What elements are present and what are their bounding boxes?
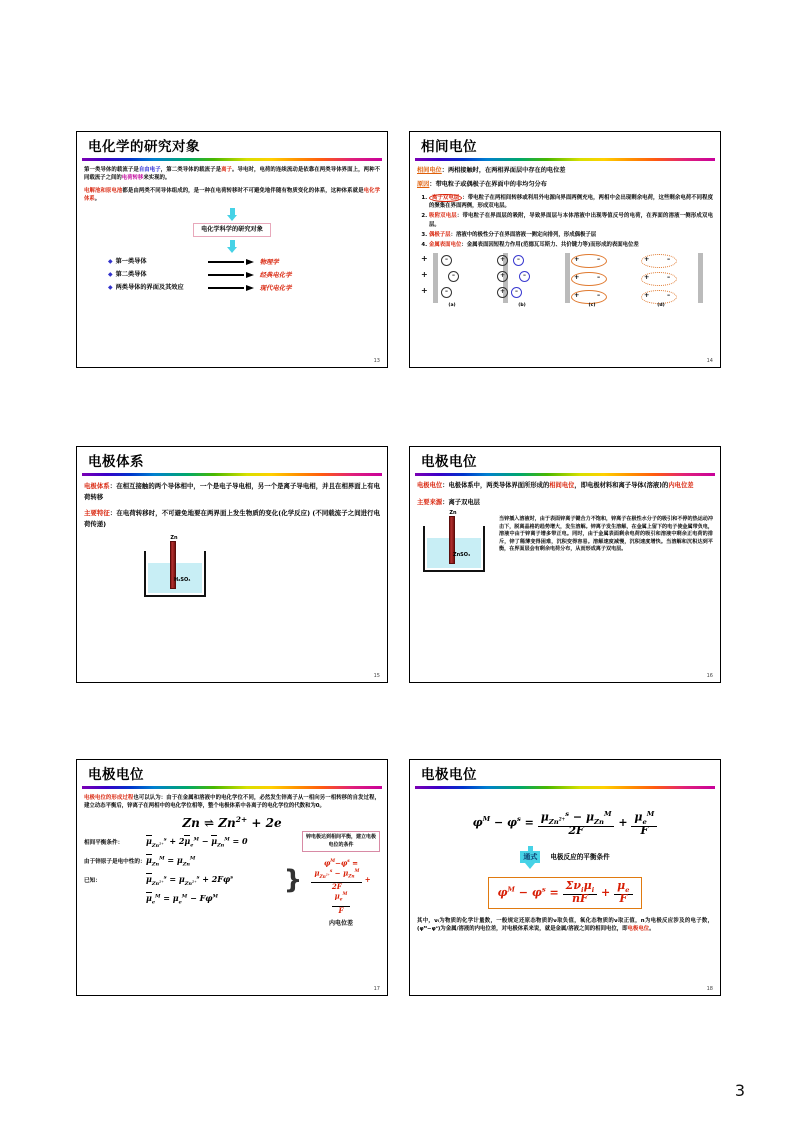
paragraph: 电解池和原电池都是由两类不同导体组成的，是一种在电荷转移时不可避免地伴随有物质变化的体系，这种体系就是电化学体系。	[84, 187, 380, 203]
definition-text-1: 电极体系中，两类导体界面所形成的	[448, 482, 550, 489]
plus-charge-icon: +	[421, 254, 428, 264]
electrode-label: Zn	[449, 510, 457, 516]
diamond-bullet-icon: ◆	[108, 258, 113, 266]
slide-number: 15	[373, 673, 380, 679]
slide-15-header	[82, 452, 382, 476]
mapping-list	[84, 258, 380, 292]
title-rule	[82, 473, 382, 476]
explanation-prefix: 其中，	[417, 917, 435, 924]
plus-charge-icon: +	[421, 270, 428, 280]
plus-charge-icon: +	[574, 273, 580, 282]
arrow-head-icon	[227, 215, 237, 221]
panel-label: (b)	[518, 302, 526, 308]
boxed-general-equation: $\varphi^M - \varphi^s$ = $\frac{\Sigma\nu_i\mu_i}{nF}$ + $\frac{\mu_e}{F}$	[488, 877, 641, 909]
explanation-text: νᵢ为物质的化学计量数，一般规定还原态物质的ν取负值，氧化态物质的ν取正值，n为电极反应涉及的电子数，(φᴹ−φˢ)为金属/溶液的内电位差，对电极体系来说，就是金属/溶液之间的相间电位，即	[417, 917, 713, 933]
metal-bar	[433, 253, 438, 303]
title-rule	[415, 786, 715, 789]
definition-label: 相间电位	[417, 167, 442, 174]
diamond-bullet-icon: ◆	[108, 270, 113, 278]
brace-icon: }	[283, 864, 303, 895]
source-label: 主要来源	[417, 498, 443, 506]
top-equation: $\varphi^M - \varphi^s$ = $\frac{\mu_{Zn^{2+}}^s - \mu_{Zn}^M}{2F}$ + $\frac{\mu_e^M}{F}$	[417, 810, 713, 836]
slide-14-body	[410, 161, 720, 315]
keyword: 电化学体系	[84, 187, 380, 203]
slide-18-body	[410, 789, 720, 934]
feature-line: 主要特征：在电荷转移时，不可避免地要在两界面上发生物质的变化(化学反应) (不同载流子之间进行电荷传递)	[84, 509, 381, 528]
explanation-keyword: 电极电位	[627, 926, 650, 933]
plus-charge-icon: +	[644, 255, 650, 264]
slide-17	[76, 759, 388, 996]
diamond-bullet-icon: ◆	[108, 283, 113, 291]
source-line: 主要来源：离子双电层	[417, 498, 480, 506]
keyword: 电荷转移	[121, 175, 144, 182]
definition-keyword-1: 相间电位	[549, 482, 575, 489]
slide-18	[409, 759, 721, 996]
definition-line: 电极体系：在相互接触的两个导体相中，一个是电子导电相，另一个是离子导电相，并且在相界面上有电荷转移	[84, 482, 381, 501]
lead-paragraph	[84, 794, 380, 811]
metal-bar	[698, 253, 703, 303]
solution-label: H₂SO₄	[174, 576, 191, 583]
slide-number: 14	[706, 358, 713, 364]
formula-row	[84, 873, 284, 888]
minus-ion-icon: –	[441, 287, 452, 298]
arrow-right-icon	[208, 272, 254, 278]
lead-text: 也可以认为：由于在金属和溶液中的电化学位不同，必然发生锌离子从一相向另一相转移的自发过程，建立动态平衡后，锌离子在两相中的电化学位相等，整个电极体系中各离子的电化学位的代数和为0。	[84, 795, 380, 810]
formula-label: 已知：	[84, 877, 101, 884]
mapping-row	[108, 258, 380, 266]
list-item: 1. 离子双电层 ：带电粒子在两相间转移或利用外电源向界面两侧充电，两相中会出现剩余电荷，这些剩余电荷不同程度的聚集在界面两侧，形成双电层。	[429, 194, 713, 210]
list-item: 2. 吸附双电层：带电粒子在界面层的吸附，导致界面层与本体溶液中出现等值反号的电荷，在界面的溶液一侧形成双电层。	[429, 212, 713, 228]
general-form-badge: 通式	[520, 851, 540, 863]
plus-charge-icon: +	[574, 255, 580, 264]
plus-charge-icon: +	[574, 291, 580, 300]
definition-keyword-2: 内电位差	[668, 482, 694, 489]
plus-charge-icon: +	[644, 273, 650, 282]
plus-ion-icon: +	[497, 287, 508, 298]
keyword: 自由电子	[138, 167, 161, 173]
list-item: 3. 偶极子层：溶液中的极性分子在界面溶液一侧定向排列，形成偶极子层	[429, 231, 713, 239]
item-name: 离子双电层	[429, 194, 462, 202]
minus-charge-icon: –	[667, 291, 671, 300]
arrow-head-icon	[525, 863, 535, 869]
slide-number: 17	[373, 986, 380, 992]
minus-ion-icon: –	[513, 255, 524, 266]
flow-arrow-bottom	[84, 240, 380, 253]
slide-14-header	[415, 137, 715, 161]
flow-arrow-top	[84, 208, 380, 221]
keyword: 离子	[221, 167, 233, 173]
title-rule	[415, 473, 715, 476]
definition-line: 相间电位：两相接触时，在两相界面层中存在的电位差	[417, 167, 566, 174]
arrow-head-icon	[227, 247, 237, 253]
minus-ion-icon: –	[519, 271, 530, 282]
electrode-beaker-diagram	[423, 510, 485, 572]
slide-number: 18	[706, 986, 713, 992]
plus-ion-icon: +	[497, 255, 508, 266]
formula-label: 相间平衡条件：	[84, 839, 124, 846]
item-name: 金属表面电位	[429, 242, 462, 249]
plus-charge-icon: +	[421, 286, 428, 296]
slide-18-header	[415, 765, 715, 789]
slide-13-body	[77, 161, 387, 292]
slide-title: 电化学的研究对象	[88, 139, 200, 155]
diagram-panel-a	[419, 251, 485, 309]
slide-17-header	[82, 765, 382, 789]
metal-bar	[565, 253, 570, 303]
formula-expression: $\mu_{Zn}^M = \mu_{Zn}^M$	[146, 855, 196, 868]
main-equation: Zn ⇌ $Zn^{2+} + 2e$	[182, 814, 282, 830]
explanation-paragraph	[417, 917, 713, 934]
slide-16-body	[410, 476, 720, 572]
explanation-text: 当锌插入溶液时，由于表面锌离子键合力不饱和，锌离子在极性水分子的吸引和不停的热运动冲击下，脱离晶格的趋势增大，发生溶解。锌离子发生溶解，在金属上留下的电子使金属带负电，溶液中由于锌离子增多带正电。同时，由于金属表面剩余电荷的吸引和溶液中剩余正电荷的排斥，锌了稀薄变得困难，沉积变得容易。溶解速度减慢，沉积速度增快。当溶解和沉积达到平衡，在界面层会有剩余电荷分布，从而形成离子双电层。	[499, 516, 713, 553]
slide-13	[76, 131, 388, 368]
arrow-right-icon	[208, 259, 254, 265]
slide-number: 13	[373, 358, 380, 364]
minus-ion-icon: –	[441, 255, 452, 266]
definition-text: 两相接触时，在两相界面层中存在的电位差	[447, 167, 566, 174]
keyword: 电解池和原电池	[84, 187, 123, 194]
item-text: 溶液中的极性分子在界面溶液一侧定向排列，形成偶极子层	[455, 231, 597, 238]
slide-15-body	[77, 476, 387, 597]
formula-expression: $\mu_{Zn^{2+}}^s + 2\mu_e^M - \mu_{Zn}^M = 0$	[146, 836, 248, 849]
item-list	[417, 194, 713, 249]
cause-label: 原因	[417, 181, 430, 188]
electrode-label: Zn	[170, 535, 178, 541]
mapping-right: 现代电化学	[259, 283, 292, 292]
panel-label: (d)	[657, 302, 665, 308]
slide-14	[409, 131, 721, 368]
side-caption: 内电位差	[328, 920, 353, 928]
minus-charge-icon: –	[667, 273, 671, 282]
mapping-left: 第二类导体	[115, 270, 147, 278]
definition-text-2: ，即电极材料和离子导体(溶液)的	[574, 482, 669, 489]
mapping-row	[108, 284, 380, 292]
arrow-caption: 电极反应的平衡条件	[550, 852, 610, 861]
definition-label: 电极体系	[84, 482, 110, 490]
feature-label: 主要特征	[84, 509, 110, 517]
item-text: 金属表面因短程力作用(范德瓦耳斯力、共价键力等)而形成的表面电位差	[466, 242, 639, 249]
explanation-suffix: 。	[649, 926, 655, 933]
slide-title: 相间电位	[421, 139, 477, 155]
definition-text: 在相互接触的两个导体相中，一个是电子导电相，另一个是离子导电相，并且在相界面上有电荷转移	[84, 482, 381, 501]
plus-ion-icon: +	[497, 271, 508, 282]
definition-label: 电极电位	[417, 482, 443, 489]
lead-keyword: 电极电位的形成过程	[84, 795, 134, 801]
diagram-panel-d	[631, 251, 709, 309]
minus-charge-icon: –	[597, 291, 601, 300]
feature-text: 在电荷转移时，不可避免地要在两界面上发生物质的变化(化学反应) (不同载流子之间进行电荷传递)	[84, 509, 381, 528]
slide-17-body	[77, 789, 387, 928]
minus-ion-icon: –	[511, 287, 522, 298]
formula-row	[84, 892, 284, 907]
minus-charge-icon: –	[667, 255, 671, 264]
slide-15	[76, 446, 388, 683]
formula-row	[84, 835, 284, 850]
formula-expression: $\mu_e^M = \mu_e^M - F\varphi^M$	[146, 893, 218, 906]
item-text: 带电粒子在两相间转移或利用外电源向界面两侧充电，两相中会出现剩余电荷，这些剩余电荷不同程度的聚集在界面两侧，形成双电层。	[429, 195, 713, 210]
center-topic-box: 电化学科学的研究对象	[193, 223, 271, 237]
mapping-left: 第一类导体	[115, 258, 147, 266]
diagram-panel-b	[489, 251, 555, 309]
mapping-row	[108, 271, 380, 279]
title-rule	[415, 158, 715, 161]
minus-charge-icon: –	[597, 273, 601, 282]
cause-text: 带电粒子或偶极子在界面中的非均匀分布	[435, 181, 547, 188]
side-result-formula: $\varphi^M-\varphi^s$ = $\frac{\mu_{Zn^{2+}}^s - \mu_{Zn}^M}{2F}$ + $\frac{\mu_e^M}{F}$	[302, 858, 380, 915]
slide-13-header	[82, 137, 382, 161]
formula-label: 由于锌原子是电中性的：	[84, 858, 146, 865]
title-rule	[82, 786, 382, 789]
cause-line: 原因：带电粒子或偶极子在界面中的非均匀分布	[417, 181, 547, 188]
electrode-beaker-diagram	[144, 535, 206, 597]
mapping-right: 物理学	[259, 258, 279, 267]
mapping-left: 两类导体的界面及其效应	[115, 283, 184, 291]
paragraph: 第一类导体的载流子是自由电子，第二类导体的载流子是离子。导电时，电荷的连续流动是依靠在两类导体界面上，两种不同载流子之间的电荷转移来实现的。	[84, 167, 380, 182]
slide-number: 16	[706, 673, 713, 679]
slide-16-header	[415, 452, 715, 476]
arrow-stem	[230, 240, 235, 247]
item-text: 带电粒子在界面层的吸附，导致界面层与本体溶液中出现等值反号的电荷，在界面的溶液一侧形成双电层。	[429, 213, 713, 228]
panel-label: (c)	[588, 302, 596, 308]
slide-title: 电极电位	[88, 767, 144, 783]
list-item: 4. 金属表面电位：金属表面因短程力作用(范德瓦耳斯力、共价键力等)而形成的表面电位差	[429, 241, 713, 249]
source-text: 离子双电层	[448, 498, 480, 506]
slide-title: 电极电位	[421, 454, 477, 470]
plus-charge-icon: +	[644, 291, 650, 300]
double-layer-diagram	[417, 251, 713, 315]
formula-row	[84, 854, 284, 869]
arrow-stem	[230, 208, 235, 215]
slide-16	[409, 446, 721, 683]
diagram-panel-c	[559, 251, 625, 309]
arrow-right-icon	[208, 285, 254, 291]
item-name: 偶极子层	[429, 231, 451, 238]
panel-label: (a)	[448, 302, 456, 308]
item-name: 吸附双电层	[429, 213, 457, 220]
page-number: 3	[734, 1081, 745, 1100]
side-note-box: 锌电极达到相间平衡，建立电极电位的条件	[302, 831, 380, 852]
title-rule	[82, 158, 382, 161]
formula-expression: $\mu_{Zn^{2+}}^s = \mu_{Zn^{2+}}^s + 2F\varphi^s$	[146, 874, 234, 887]
solution-label: ZnSO₄	[453, 551, 471, 558]
slide-title: 电极电位	[421, 767, 477, 783]
minus-charge-icon: –	[597, 255, 601, 264]
minus-ion-icon: –	[448, 271, 459, 282]
slide-title: 电极体系	[88, 454, 144, 470]
definition-line: 电极电位：电极体系中，两类导体界面所形成的相间电位，即电极材料和离子导体(溶液)的内电位差	[417, 482, 694, 489]
mapping-right: 经典电化学	[259, 270, 292, 279]
